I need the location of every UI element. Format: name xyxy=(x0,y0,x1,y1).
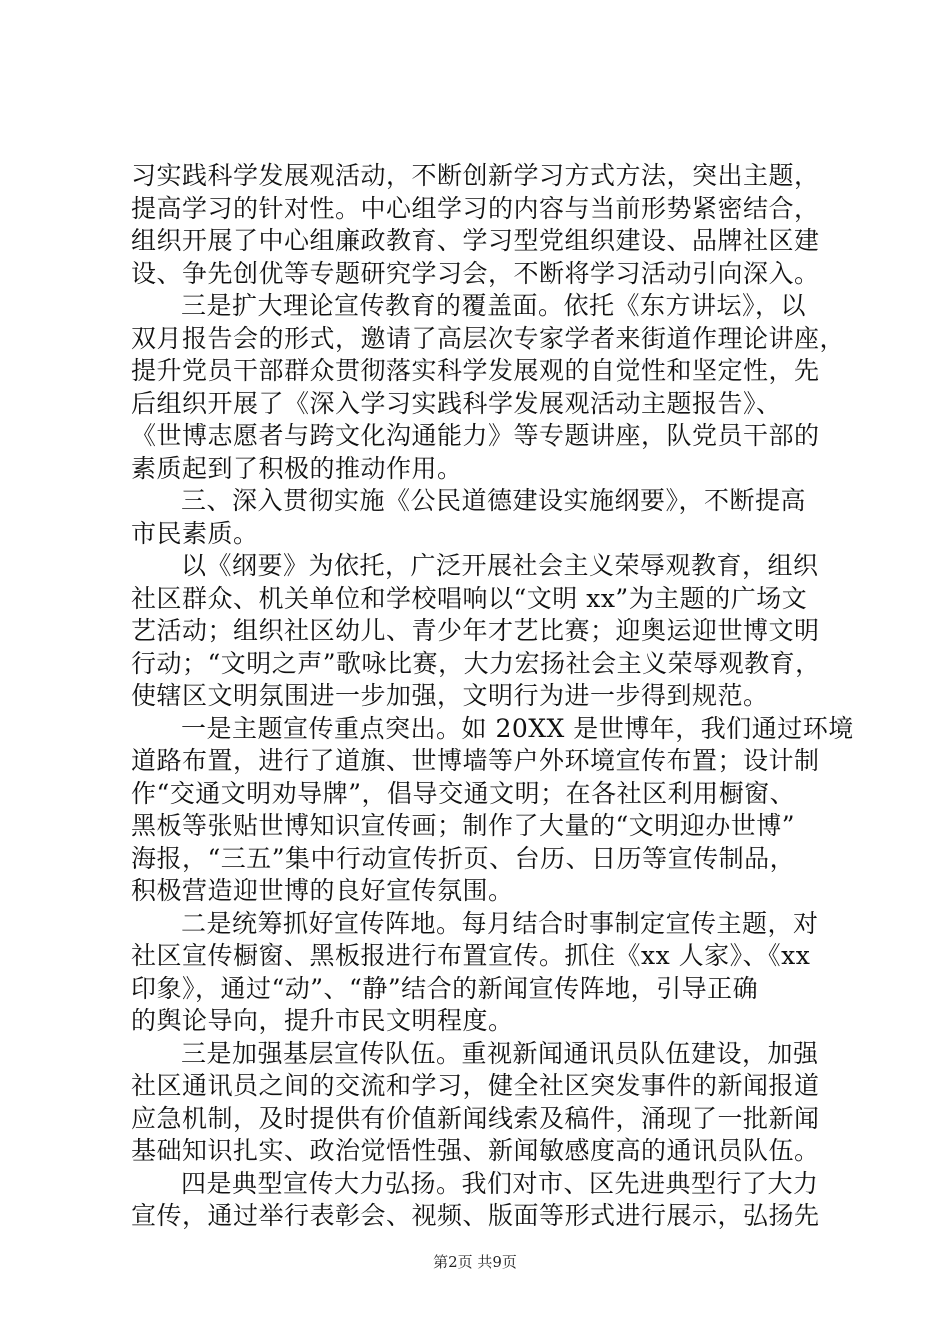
text-line: 习实践科学发展观活动，不断创新学习方式方法，突出主题， xyxy=(131,161,820,190)
text-line: 三是加强基层宣传队伍。重视新闻通讯员队伍建设，加强 xyxy=(181,1038,819,1068)
text-line: 四是典型宣传大力弘扬。我们对市、区先进典型行了大力 xyxy=(181,1168,819,1198)
text-line: 黑板等张贴世博知识宣传画；制作了大量的“文明迎办世博” xyxy=(131,811,796,840)
text-line: 宣传，通过举行表彰会、视频、版面等形式进行展示，弘扬先 xyxy=(131,1201,820,1230)
text-line: 的舆论导向，提升市民文明程度。 xyxy=(131,1006,514,1035)
text-line: 社区群众、机关单位和学校唱响以“文明 xx”为主题的广场文 xyxy=(131,583,808,613)
text-line: 二是统筹抓好宣传阵地。每月结合时事制定宣传主题，对 xyxy=(181,908,819,938)
text-line: 应急机制，及时提供有价值新闻线索及稿件，涌现了一批新闻 xyxy=(131,1103,820,1133)
text-line: 艺活动；组织社区幼儿、青少年才艺比赛；迎奥运迎世博文明 xyxy=(131,616,820,645)
text-line: 一是主题宣传重点突出。如 20XX 是世博年，我们通过环境 xyxy=(181,713,854,743)
text-line: 素质起到了积极的推动作用。 xyxy=(131,453,463,483)
text-line: 后组织开展了《深入学习实践科学发展观活动主题报告》、 xyxy=(131,388,782,418)
text-line: 设、争先创优等专题研究学习会，不断将学习活动引向深入。 xyxy=(131,258,820,288)
text-line: 《世博志愿者与跨文化沟通能力》等专题讲座，队党员干部的 xyxy=(131,421,820,450)
text-line: 道路布置，进行了道旗、世博墙等户外环境宣传布置；设计制 xyxy=(131,746,820,775)
text-line: 基础知识扎实、政治觉悟性强、新闻敏感度高的通讯员队伍。 xyxy=(131,1136,820,1165)
text-line: 提升党员干部群众贯彻落实科学发展观的自觉性和坚定性，先 xyxy=(131,356,820,385)
page-footer: 第2页 共9页 xyxy=(433,1253,517,1271)
text-line: 双月报告会的形式，邀请了高层次专家学者来街道作理论讲座， xyxy=(131,323,846,353)
body-text xyxy=(131,160,854,1233)
text-line: 行动；“文明之声”歌咏比赛，大力宏扬社会主义荣辱观教育， xyxy=(131,648,821,678)
text-line: 使辖区文明氛围进一步加强，文明行为进一步得到规范。 xyxy=(131,681,769,710)
text-line: 组织开展了中心组廉政教育、学习型党组织建设、品牌社区建 xyxy=(131,226,820,255)
text-line: 社区宣传橱窗、黑板报进行布置宣传。抓住《xx 人家》、《xx xyxy=(131,941,811,970)
text-line: 市民素质。 xyxy=(131,518,259,548)
text-line: 三、深入贯彻实施《公民道德建设实施纲要》，不断提高 xyxy=(181,486,807,515)
text-line: 以《纲要》为依托，广泛开展社会主义荣辱观教育，组织 xyxy=(181,551,819,580)
text-line: 作“交通文明劝导牌”，倡导交通文明；在各社区利用橱窗、 xyxy=(131,778,796,808)
text-line: 海报，“三五”集中行动宣传折页、台历、日历等宣传制品， xyxy=(131,843,796,873)
text-line: 积极营造迎世博的良好宣传氛围。 xyxy=(131,876,514,905)
text-line: 社区通讯员之间的交流和学习，健全社区突发事件的新闻报道 xyxy=(131,1071,820,1100)
text-line: 三是扩大理论宣传教育的覆盖面。依托《东方讲坛》，以 xyxy=(181,291,807,320)
text-line: 印象》，通过“动”、“静”结合的新闻宣传阵地，引导正确 xyxy=(131,973,759,1003)
text-line: 提高学习的针对性。中心组学习的内容与当前形势紧密结合， xyxy=(131,193,820,223)
